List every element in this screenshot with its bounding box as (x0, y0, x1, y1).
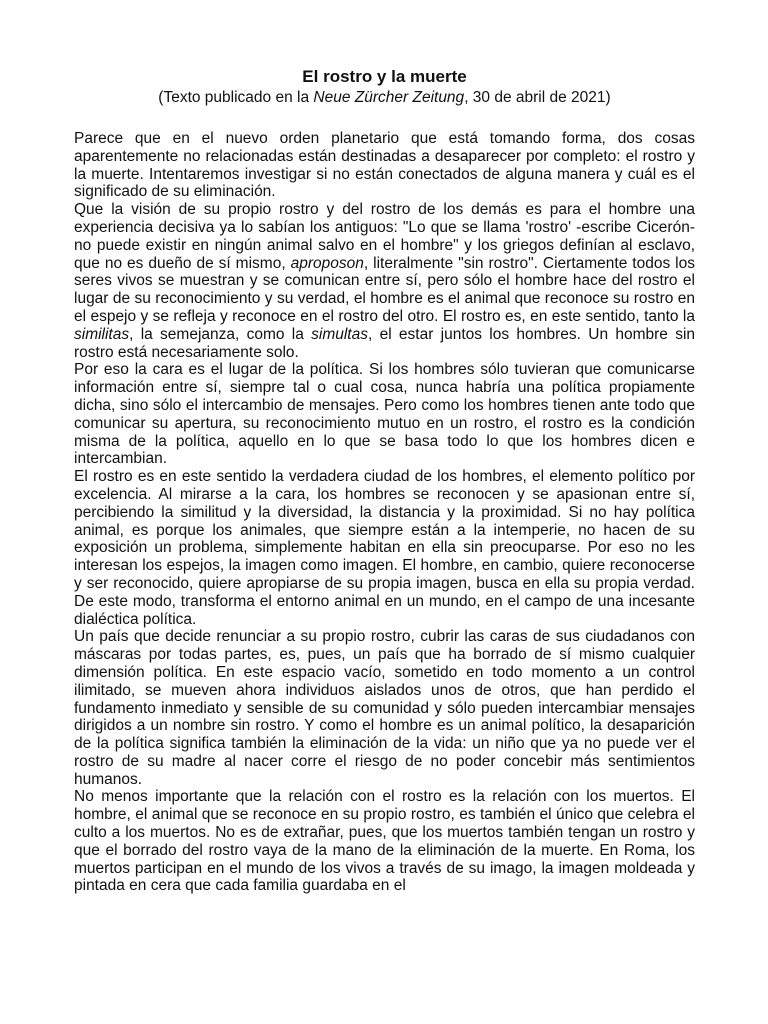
paragraph-text: El rostro es en este sentido la verdadera ciudad de los hombres, el elemento político por excelencia. Al mirarse a la cara, los hombres se reconocen y se apasionan entre sí, percibiendo la similitud y la diversidad, la distancia y la proximidad. Si no hay política animal, es porque los animales, que siempre están a la intemperie, no hacen de su exposición un problema, simplemente habitan en ella sin preocuparse. Por eso no les interesan los espejos, la imagen como imagen. El hombre, en cambio, quiere reconocerse y ser reconocido, quiere apropiarse de su propia imagen, busca en ella su propia verdad. De este modo, transforma el entorno animal en un mundo, en el campo de una incesante dialéctica política. (74, 468, 695, 628)
body-paragraph (74, 628, 695, 788)
paragraph-text: Que la visión de su propio rostro y del rostro de los demás es para el hombre una experiencia decisiva ya lo sabían los antiguos: "Lo que se llama 'rostro' -escribe Cicerón- no puede existir en ningún animal salvo en el hombre" y los griegos definían al esclavo, que no es dueño de sí mismo, (74, 201, 695, 272)
paragraph-text: , literalmente "sin rostro". Ciertamente todos los seres vivos se muestran y se comunican entre sí, pero sólo el hombre hace del rostro el lugar de su reconocimiento y su verdad, el hombre es el animal que reconoce su rostro en el espejo y se refleja y reconoce en el rostro del otro. El rostro es, en este sentido, tanto la (74, 254, 695, 325)
subtitle-publication: Neue Zürcher Zeitung (313, 89, 465, 106)
body-paragraph (74, 361, 695, 468)
paragraph-text: Un país que decide renunciar a su propio rostro, cubrir las caras de sus ciudadanos con máscaras por todas partes, es, pues, un país que ha borrado de sí mismo cualquier dimensión política. En este espacio vacío, sometido en todo momento a un control ilimitado, se mueven ahora individuos aislados unos de otros, que han perdido el fundamento inmediato y sensible de su comunidad y sólo pueden intercambiar mensajes dirigidos a un nombre sin rostro. Y como el hombre es un animal político, la desaparición de la política significa también la eliminación de la vida: un niño que ya no puede ver el rostro de su madre al nacer corre el riesgo de no poder concebir más sentimientos humanos. (74, 628, 695, 788)
italic-term: similitas (74, 325, 130, 343)
italic-term: aproposon (290, 254, 364, 272)
body-paragraph (74, 468, 695, 628)
subtitle-prefix: (Texto publicado en la (158, 89, 314, 106)
subtitle-suffix: , 30 de abril de 2021) (464, 89, 611, 106)
body-paragraph (74, 788, 695, 895)
document-page (74, 66, 695, 895)
document-body (74, 130, 695, 895)
italic-term: simultas (311, 325, 368, 343)
paragraph-text: , la semejanza, como la (129, 325, 312, 343)
document-title: El rostro y la muerte (302, 67, 467, 86)
paragraph-text: Parece que en el nuevo orden planetario que está tomando forma, dos cosas aparentemente no relacionadas están destinadas a desaparecer por completo: el rostro y la muerte. Intentaremos investigar si no están conectados de alguna manera y cuál es el significado de su eliminación. (74, 130, 695, 201)
document-subtitle (74, 88, 695, 108)
paragraph-text: No menos importante que la relación con el rostro es la relación con los muertos. El hombre, el animal que se reconoce en su propio rostro, es también el único que celebra el culto a los muertos. No es de extrañar, pues, que los muertos también tengan un rostro y que el borrado del rostro vaya de la mano de la eliminación de la muerte. En Roma, los muertos participan en el mundo de los vivos a través de su imago, la imagen moldeada y pintada en cera que cada familia guardaba en el (74, 788, 695, 895)
paragraph-text: Por eso la cara es el lugar de la política. Si los hombres sólo tuvieran que comunicarse información entre sí, siempre tal o cual cosa, nunca habría una política propiamente dicha, sino sólo el intercambio de mensajes. Pero como los hombres tienen ante todo que comunicar su apertura, su reconocimiento mutuo en un rostro, el rostro es la condición misma de la política, aquello en lo que se basa todo lo que los hombres dicen e intercambian. (74, 361, 695, 468)
paragraph-text: , el estar juntos los hombres. Un hombre sin rostro está necesariamente solo. (74, 325, 696, 361)
body-paragraph (74, 130, 695, 201)
body-paragraph (74, 201, 695, 361)
